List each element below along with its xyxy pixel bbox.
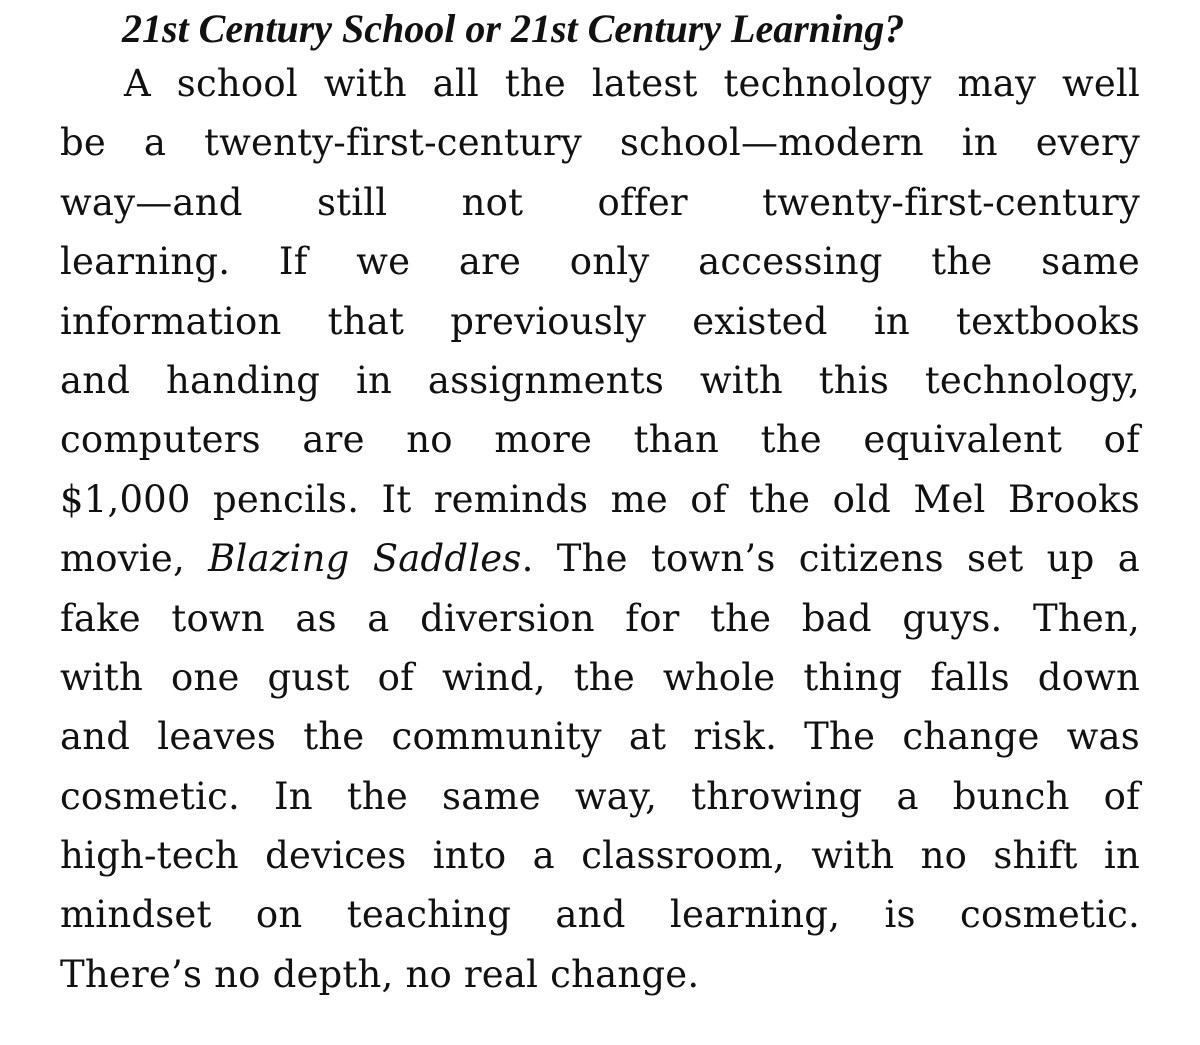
- paragraph-line: high-tech devices into a classroom, with no shift in: [60, 834, 1140, 878]
- paragraph-line: and leaves the community at risk. The change was: [60, 715, 1140, 759]
- paragraph-line: with one gust of wind, the whole thing falls down: [60, 655, 1140, 699]
- paragraph-line: mindset on teaching and learning, is cosmetic.: [60, 893, 1140, 937]
- body-paragraph: [60, 54, 1140, 1004]
- paragraph-line: cosmetic. In the same way, throwing a bunch of: [60, 774, 1140, 818]
- paragraph-line: $1,000 pencils. It reminds me of the old Mel Brooks: [60, 477, 1140, 521]
- paragraph-line: way—and still not offer twenty-first-century: [60, 180, 1140, 224]
- paragraph-line: be a twenty-first-century school—modern in every: [60, 121, 1140, 165]
- paragraph-line: computers are no more than the equivalent of: [60, 418, 1140, 462]
- paragraph-line: information that previously existed in textbooks: [60, 299, 1140, 343]
- paragraph-line: and handing in assignments with this technology,: [60, 358, 1140, 402]
- paragraph-line: A school with all the latest technology may well: [124, 62, 1140, 105]
- movie-title: Blazing Saddles: [208, 537, 522, 581]
- paragraph-line: learning. If we are only accessing the same: [60, 240, 1140, 284]
- paragraph-line: fake town as a diversion for the bad guys. Then,: [60, 596, 1140, 640]
- paragraph-line: There’s no depth, no real change.: [60, 952, 700, 996]
- paragraph-line: movie, Blazing Saddles. The town’s citizens set up a: [60, 537, 1140, 581]
- document-page: [60, 4, 1140, 1004]
- section-heading: 21st Century School or 21st Century Learning?: [122, 6, 905, 51]
